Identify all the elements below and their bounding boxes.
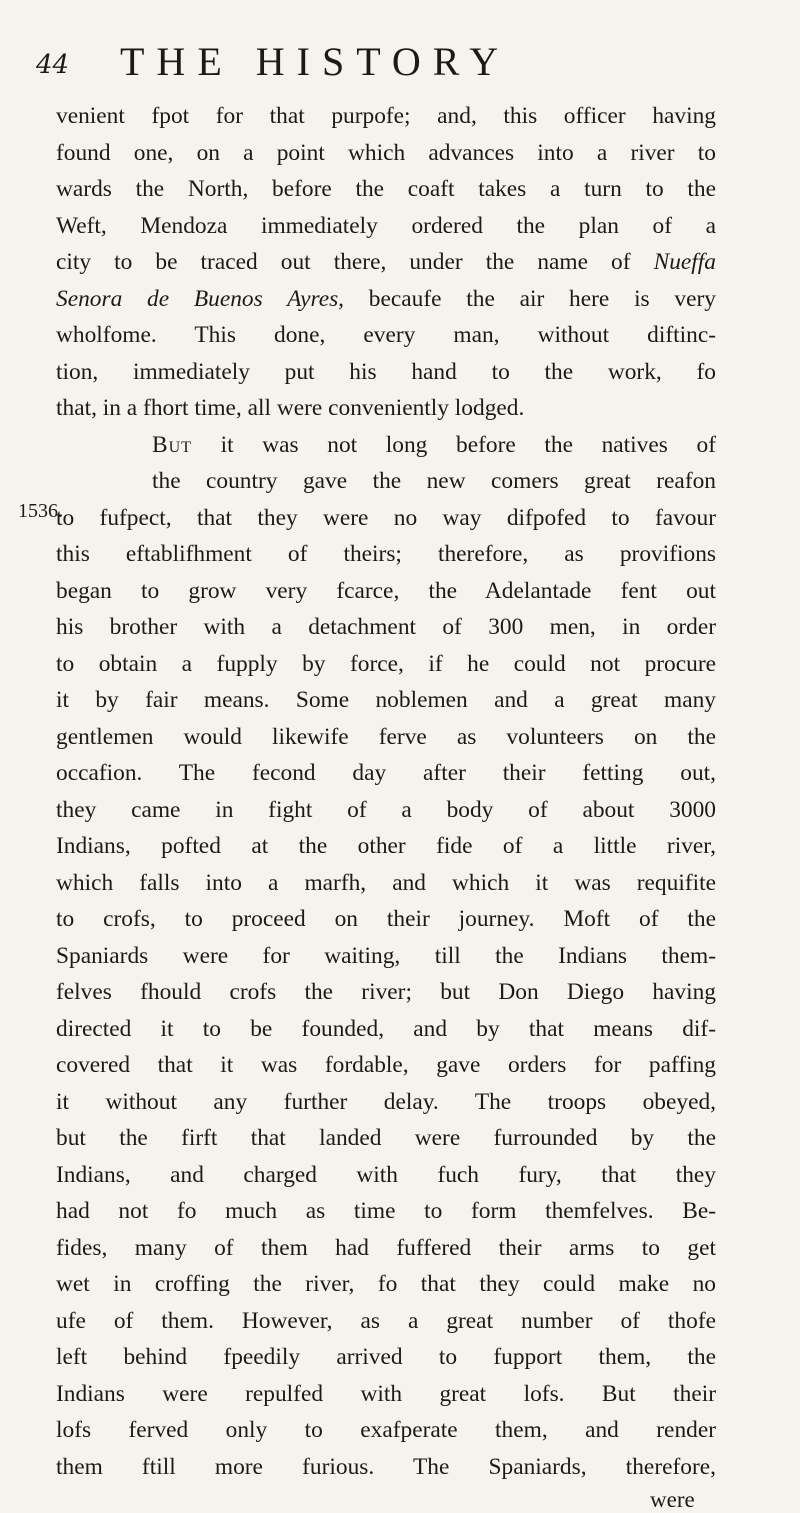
italic-place-name: Senora de Buenos Ayres,	[56, 285, 345, 312]
text-line: it by fair means. Some noblemen and a great many	[56, 687, 716, 713]
running-title: THE HISTORY	[120, 39, 511, 84]
text-line: lofs ferved only to exafperate them, and render	[56, 1417, 716, 1443]
text-line: gentlemen would likewife ferve as volunteers on the	[56, 723, 716, 750]
text-line: to obtain a fupply by force, if he could not procure	[56, 650, 716, 677]
text-line: Indians, and charged with fuch fury, that they	[56, 1161, 716, 1188]
margin-date-note: 1536.	[18, 500, 63, 522]
text-line: it without any further delay. The troops obeyed,	[56, 1088, 716, 1115]
text-line: covered that it was fordable, gave orders for paffing	[56, 1052, 716, 1078]
text-line	[56, 427, 716, 464]
text-line: them ftill more furious. The Spaniards, therefore,	[56, 1453, 716, 1480]
body-text	[56, 98, 716, 1485]
text-fragment: city to be traced out there, under the name of	[56, 249, 631, 275]
page-number: 44	[36, 50, 70, 80]
text-line: to crofs, to proceed on their journey. Moft of the	[56, 906, 716, 932]
text-line: occafion. The fecond day after their fetting out,	[56, 760, 716, 786]
text-line: wholfome. This done, every man, without diftinc-	[56, 322, 716, 348]
text-line: his brother with a detachment of 300 men, in order	[56, 614, 716, 640]
text-line: directed it to be founded, and by that means dif-	[56, 1015, 716, 1042]
catchword: were	[650, 1487, 695, 1512]
text-fragment: becaufe the air here is very	[344, 285, 716, 312]
small-caps-lead: But	[152, 431, 192, 458]
text-line: fides, many of them had fuffered their arms to get	[56, 1234, 716, 1261]
text-line: this eftablifhment of theirs; therefore, as provifions	[56, 541, 716, 567]
text-fragment: it was not long before the natives of	[191, 431, 716, 458]
text-line: left behind fpeedily arrived to fupport them, the	[56, 1344, 716, 1370]
text-line: venient fpot for that purpofe; and, this officer having	[56, 103, 716, 129]
text-line: ufe of them. However, as a great number of thofe	[56, 1307, 716, 1334]
text-line: wards the North, before the coaft takes a turn to the	[56, 176, 716, 202]
text-line: to fufpect, that they were no way difpofed to favour	[56, 504, 716, 531]
text-line: tion, immediately put his hand to the work, fo	[56, 358, 716, 385]
page-header	[36, 38, 736, 88]
text-line: the country gave the new comers great reafon	[152, 468, 716, 494]
text-line: Weft, Mendoza immediately ordered the plan of a	[56, 212, 716, 239]
text-line: Indians were repulfed with great lofs. But their	[56, 1380, 716, 1407]
text-line: which falls into a marfh, and which it was requifite	[56, 869, 716, 896]
text-line: but the firft that landed were furrounded by the	[56, 1125, 716, 1151]
text-line: that, in a fhort time, all were conveniently lodged.	[56, 395, 525, 421]
text-line	[56, 244, 716, 281]
text-line: Indians, pofted at the other fide of a little river,	[56, 833, 716, 859]
italic-place-name: Nueffa	[653, 249, 716, 275]
text-line: they came in fight of a body of about 3000	[56, 796, 716, 823]
text-line: had not fo much as time to form themfelves. Be-	[56, 1198, 716, 1224]
text-line	[56, 281, 716, 318]
text-line: Spaniards were for waiting, till the Indians them-	[56, 942, 716, 969]
text-line: felves fhould crofs the river; but Don Diego having	[56, 979, 716, 1005]
text-line: began to grow very fcarce, the Adelantade fent out	[56, 577, 716, 604]
text-line: wet in croffing the river, fo that they could make no	[56, 1271, 716, 1297]
text-line: found one, on a point which advances into a river to	[56, 139, 716, 166]
